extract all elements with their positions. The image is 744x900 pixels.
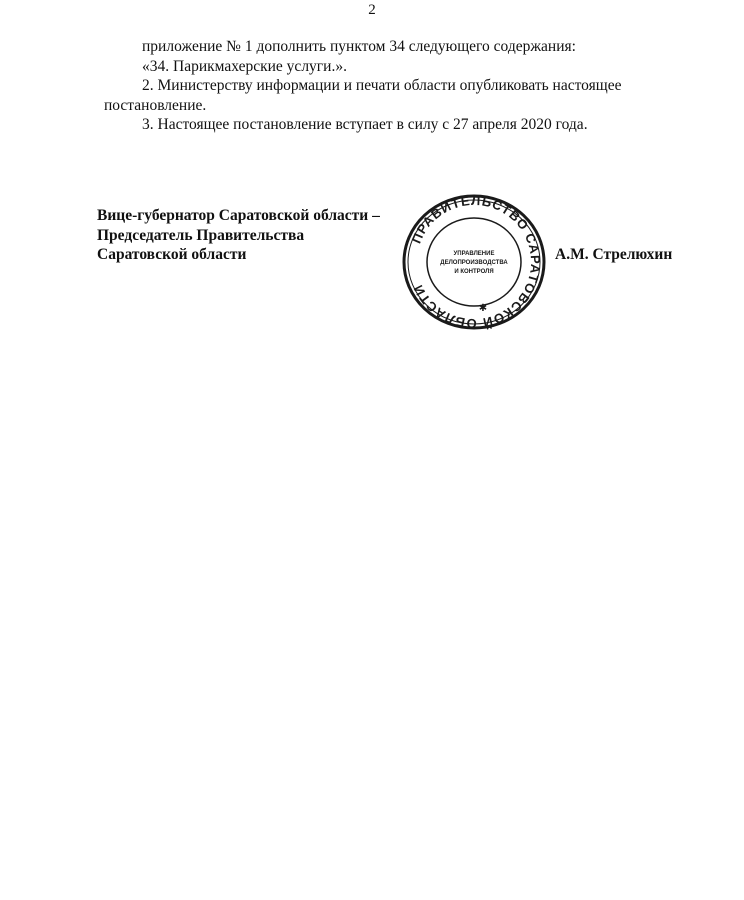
signatory-title-line: Саратовской области	[97, 246, 247, 263]
paragraph-item-34: «34. Парикмахерские услуги.».	[142, 57, 347, 75]
seal-inner-line: ДЕЛОПРОИЗВОДСТВА	[440, 260, 508, 266]
signatory-title-line: Председатель Правительства	[97, 226, 305, 244]
signatory-title	[97, 206, 380, 265]
page-number: 2	[368, 2, 376, 18]
paragraph-appendix: приложение № 1 дополнить пунктом 34 следующего содержания:	[142, 38, 576, 55]
seal-inner-line: УПРАВЛЕНИЕ	[453, 251, 495, 257]
document-body	[104, 37, 700, 135]
official-seal	[401, 193, 547, 331]
paragraph-effective-date: 3. Настоящее постановление вступает в силу с 27 апреля 2020 года.	[142, 116, 588, 133]
signatory-title-line: Вице-губернатор Саратовской области –	[97, 207, 380, 224]
paragraph-publish: 2. Министерству информации и печати области опубликовать настоящее постановление.	[104, 77, 622, 114]
seal-outer-text: ПРАВИТЕЛЬСТВО САРАТОВСКОЙ ОБЛАСТИ	[408, 193, 544, 331]
signatory-name: А.М. Стрелюхин	[555, 246, 673, 263]
seal-inner-line: И КОНТРОЛЯ	[454, 269, 494, 275]
seal-star-icon: ✱	[478, 303, 488, 314]
seal-graphic	[401, 193, 547, 331]
